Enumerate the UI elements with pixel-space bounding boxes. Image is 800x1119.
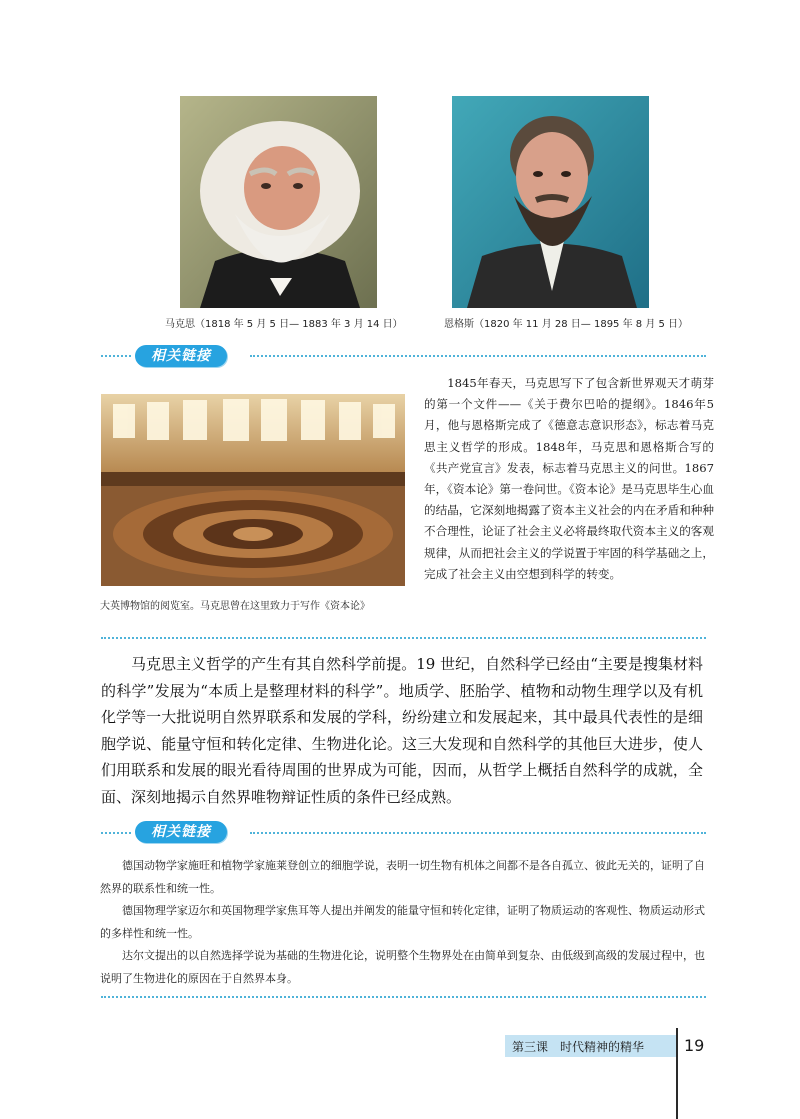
related-link-top-divider	[250, 355, 706, 357]
page-number: 19	[684, 1036, 705, 1055]
cell-theory-paragraph: 德国动物学家施旺和植物学家施莱登创立的细胞学说，表明一切生物有机体之间都不是各自孤立、彼此无关的，证明了自然界的联系性和统一性。	[100, 859, 705, 895]
related-link-badge: 相关链接	[135, 345, 227, 367]
main-paragraph: 马克思主义哲学的产生有其自然科学前提。19 世纪，自然科学已经由“主要是搜集材料的科学”发展为“本质上是整理材料的科学”。地质学、胚胎学、植物和动物生理学以及有机化学等一大批说明自然界联系和发展的学科，纷纷建立和发展起来，其中最具代表性的是细胞学说、能量守恒和转化定律、生物进化论。这三大发现和自然科学的其他巨大进步，使人们用联系和发展的眼光看待周围的世界成为可能，因而，从哲学上概括自然科学的成就，全面、深刻地揭示自然界唯物辩证性质的条件已经成熟。	[101, 655, 703, 806]
related-link-2-top-divider	[101, 832, 131, 834]
engels-caption: 恩格斯（1820 年 11 月 28 日— 1895 年 8 月 5 日）	[444, 319, 689, 330]
related-link-2-top-divider	[250, 832, 706, 834]
related-link-2-badge: 相关链接	[135, 821, 227, 843]
marx-caption: 马克思（1818 年 5 月 5 日— 1883 年 3 月 14 日）	[165, 319, 403, 330]
marx-portrait	[180, 96, 377, 308]
related-link-top-divider	[101, 355, 131, 357]
footer-vertical-rule	[676, 1028, 678, 1119]
museum-photo-caption: 大英博物馆的阅览室。马克思曾在这里致力于写作《资本论》	[100, 601, 370, 612]
museum-reading-room-photo	[101, 394, 405, 586]
energy-conservation-paragraph: 德国物理学家迈尔和英国物理学家焦耳等人提出并阐发的能量守恒和转化定律，证明了物质运动的客观性、物质运动形式的多样性和统一性。	[100, 904, 705, 940]
related-link-2-bottom-divider	[101, 996, 706, 998]
evolution-paragraph: 达尔文提出的以自然选择学说为基础的生物进化论，说明整个生物界处在由简单到复杂、由低级到高级的发展过程中，也说明了生物进化的原因在于自然界本身。	[100, 949, 705, 985]
related-link-text: 1845年春天，马克思写下了包含新世界观天才萌芽的第一个文件——《关于费尔巴哈的提纲》。1846年5月，他与恩格斯完成了《德意志意识形态》，标志着马克思主义哲学的形成。1848年，马克思和恩格斯合写的《共产党宣言》发表，标志着马克思主义的问世。1867 年，《资本论》第一卷问世。《资本论》是马克思毕生心血的结晶，它深刻地揭露了资本主义社会的内在矛盾和种种不合理性，论证了社会主义必将最终取代资本主义的客观规律，从而把社会主义的学说置于牢固的科学基础之上，完成了社会主义由空想到科学的转变。	[424, 376, 714, 581]
related-link-bottom-divider	[101, 637, 706, 639]
footer-lesson-label: 第三课 时代精神的精华	[512, 1040, 645, 1054]
engels-portrait	[452, 96, 649, 308]
related-link-2-body	[100, 855, 705, 990]
